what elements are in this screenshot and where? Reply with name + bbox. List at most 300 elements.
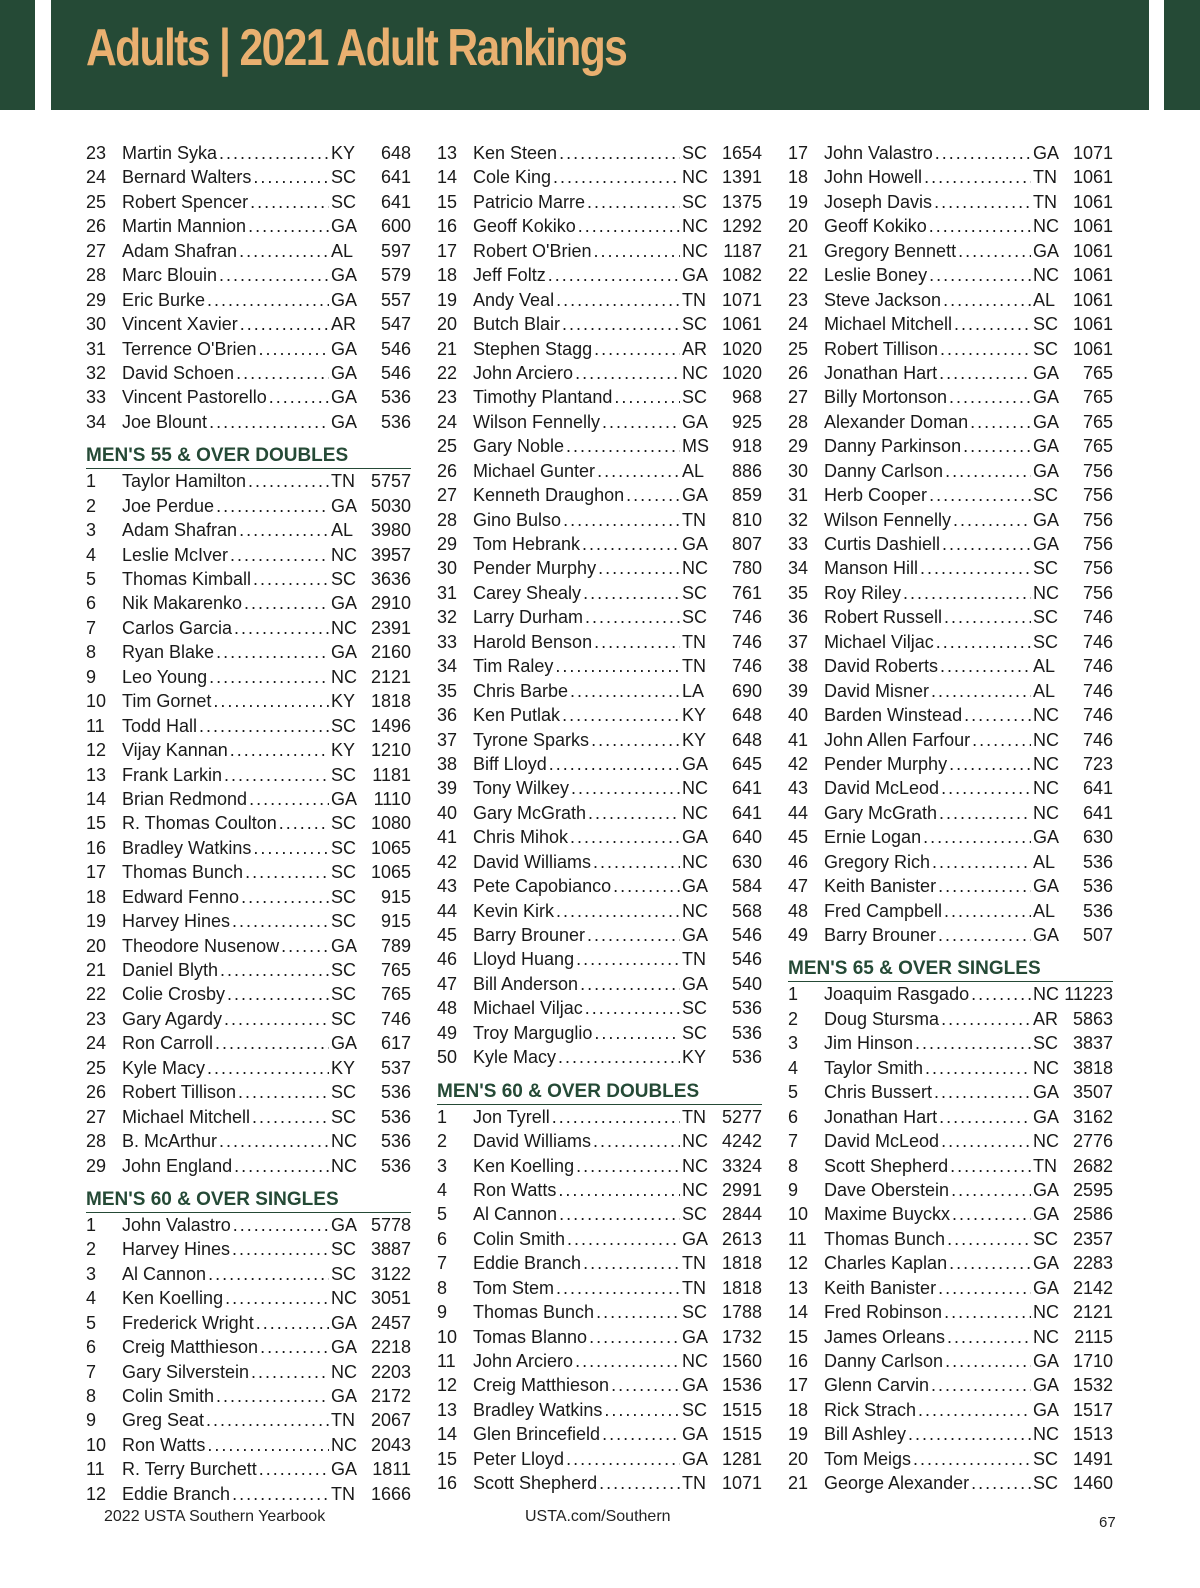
ranking-points: 3162 xyxy=(1072,1106,1113,1127)
rank-number: 4 xyxy=(788,1057,799,1078)
player-name: Tomas Blanno xyxy=(473,1326,588,1347)
ranking-points: 746 xyxy=(1082,631,1113,652)
player-state: SC xyxy=(682,1022,708,1043)
ranking-row xyxy=(437,1422,762,1446)
rank-number: 24 xyxy=(437,411,458,432)
ranking-row xyxy=(437,1471,762,1495)
dot-leader xyxy=(234,1154,329,1178)
dot-leader xyxy=(594,337,680,361)
ranking-points: 756 xyxy=(1082,558,1113,579)
rank-number: 13 xyxy=(437,143,458,163)
ranking-row xyxy=(437,752,762,776)
player-name: Michael Viljac xyxy=(824,631,934,652)
ranking-points: 546 xyxy=(380,362,411,383)
ranking-row xyxy=(86,263,411,287)
dot-leader xyxy=(253,567,329,591)
rank-number: 14 xyxy=(437,1424,458,1445)
ranking-row xyxy=(437,1251,762,1275)
rank-number: 20 xyxy=(86,935,107,956)
player-state: GA xyxy=(1033,534,1060,554)
player-state: GA xyxy=(1033,1399,1060,1420)
ranking-row xyxy=(86,665,411,689)
player-name: Brian Redmond xyxy=(122,788,248,809)
ranking-points: 1061 xyxy=(1072,191,1113,212)
player-state: GA xyxy=(1033,362,1060,383)
player-name: Ken Koelling xyxy=(122,1288,224,1309)
rank-number: 25 xyxy=(437,436,458,457)
dot-leader xyxy=(216,1384,329,1408)
dot-leader xyxy=(940,654,1031,678)
ranking-points: 5030 xyxy=(370,495,411,516)
player-state: LA xyxy=(682,680,705,701)
dot-leader xyxy=(588,801,680,825)
player-state: GA xyxy=(1033,143,1060,163)
ranking-row xyxy=(86,860,411,884)
player-state: NC xyxy=(682,851,708,872)
rank-number: 20 xyxy=(437,314,458,335)
ranking-points: 761 xyxy=(731,582,762,603)
rank-number: 12 xyxy=(86,1483,107,1504)
dot-leader xyxy=(575,361,680,385)
player-name: Martin Syka xyxy=(122,143,218,163)
rank-number: 8 xyxy=(437,1277,448,1298)
player-name: Rick Strach xyxy=(824,1399,917,1420)
player-state: NC xyxy=(1033,753,1059,774)
ranking-points: 2121 xyxy=(1072,1302,1113,1323)
rank-number: 38 xyxy=(788,656,809,677)
rank-number: 28 xyxy=(437,509,458,530)
ranking-row xyxy=(86,361,411,385)
rank-number: 32 xyxy=(788,509,809,530)
ranking-row xyxy=(86,190,411,214)
player-name: Tyrone Sparks xyxy=(473,729,590,750)
ranking-row xyxy=(86,214,411,238)
dot-leader xyxy=(915,1031,1031,1055)
dot-leader xyxy=(207,1433,329,1457)
ranking-points: 780 xyxy=(731,558,762,579)
player-name: Tim Raley xyxy=(473,656,554,677)
dot-leader xyxy=(224,763,329,787)
player-name: Kyle Macy xyxy=(122,1057,206,1078)
rank-number: 7 xyxy=(437,1253,448,1274)
player-state: TN xyxy=(682,1277,706,1298)
rank-number: 31 xyxy=(86,338,107,359)
ranking-points: 2160 xyxy=(370,642,411,663)
ranking-row xyxy=(86,982,411,1006)
player-name: Gary Noble xyxy=(473,436,565,457)
rank-number: 48 xyxy=(437,998,458,1019)
dot-leader xyxy=(940,337,1031,361)
player-state: SC xyxy=(682,387,708,408)
rank-number: 10 xyxy=(788,1204,809,1225)
player-name: Daniel Blyth xyxy=(122,960,219,980)
dot-leader xyxy=(594,630,680,654)
player-name: James Orleans xyxy=(824,1326,946,1347)
ranking-row xyxy=(788,1398,1113,1422)
player-state: TN xyxy=(331,1410,355,1431)
ranking-row xyxy=(788,1105,1113,1129)
ranking-row xyxy=(86,1056,411,1080)
dot-leader xyxy=(593,1129,680,1153)
player-state: SC xyxy=(331,862,357,883)
player-state: NC xyxy=(331,1361,357,1382)
ranking-points: 925 xyxy=(731,411,762,432)
ranking-points: 3818 xyxy=(1072,1057,1113,1078)
dot-leader xyxy=(580,972,680,996)
ranking-points: 2115 xyxy=(1074,1326,1113,1347)
player-name: John Arciero xyxy=(473,1351,574,1371)
player-state: GA xyxy=(682,534,709,554)
player-state: NC xyxy=(682,1155,708,1176)
ranking-points: 1020 xyxy=(721,338,762,359)
ranking-points: 1181 xyxy=(372,764,411,785)
player-state: NC xyxy=(682,778,708,799)
ranking-points: 756 xyxy=(1082,460,1113,481)
ranking-points: 641 xyxy=(1082,778,1113,799)
dot-leader xyxy=(208,1262,329,1286)
ranking-points: 3957 xyxy=(370,544,411,565)
footer-publication: 2022 USTA Southern Yearbook xyxy=(104,1508,326,1525)
rank-number: 35 xyxy=(788,582,809,603)
dot-leader xyxy=(598,556,680,580)
player-state: GA xyxy=(1033,460,1060,481)
player-name: Pete Capobianco xyxy=(473,876,612,897)
rank-number: 41 xyxy=(788,729,809,750)
ranking-row xyxy=(788,825,1113,849)
dot-leader xyxy=(943,288,1031,312)
player-name: Edward Fenno xyxy=(122,886,240,907)
rank-number: 2 xyxy=(788,1008,799,1029)
player-name: Ken Koelling xyxy=(473,1155,575,1176)
player-name: Terrence O'Brien xyxy=(122,338,257,359)
ranking-points: 536 xyxy=(380,411,411,432)
dot-leader xyxy=(929,483,1031,507)
rank-number: 3 xyxy=(86,1263,97,1284)
ranking-points: 1811 xyxy=(372,1459,411,1480)
ranking-row xyxy=(788,1251,1113,1275)
dot-leader xyxy=(250,190,329,214)
ranking-points: 536 xyxy=(380,1082,411,1103)
dot-leader xyxy=(945,1349,1031,1373)
rank-number: 17 xyxy=(437,240,458,261)
ranking-points: 641 xyxy=(380,167,411,188)
rank-number: 11 xyxy=(86,715,105,736)
player-name: Lloyd Huang xyxy=(473,949,575,970)
ranking-points: 1532 xyxy=(1072,1375,1113,1396)
ranking-points: 5277 xyxy=(721,1106,762,1127)
player-name: Scott Shepherd xyxy=(824,1155,949,1176)
player-state: NC xyxy=(1033,216,1059,237)
rank-number: 47 xyxy=(788,876,809,897)
ranking-row xyxy=(788,630,1113,654)
player-name: Colin Smith xyxy=(473,1228,566,1249)
ranking-row xyxy=(437,141,762,165)
rank-number: 30 xyxy=(86,314,107,335)
player-state: TN xyxy=(682,949,706,970)
player-state: SC xyxy=(1033,338,1059,359)
rank-number: 18 xyxy=(437,265,458,286)
player-state: GA xyxy=(1033,1082,1060,1103)
ranking-points: 536 xyxy=(1082,876,1113,897)
player-name: Frank Larkin xyxy=(122,764,223,785)
dot-leader xyxy=(566,1447,680,1471)
player-state: SC xyxy=(682,1204,708,1225)
player-state: NC xyxy=(1033,1131,1059,1152)
rank-number: 45 xyxy=(437,925,458,945)
ranking-row xyxy=(788,850,1113,874)
ranking-row xyxy=(437,801,762,825)
ranking-points: 746 xyxy=(1082,607,1113,628)
page-title: Adults | 2021 Adult Rankings xyxy=(86,19,627,77)
dot-leader xyxy=(576,1154,680,1178)
player-name: Fred Robinson xyxy=(824,1302,943,1323)
rank-number: 30 xyxy=(437,558,458,579)
player-name: Creig Matthieson xyxy=(122,1337,259,1358)
player-state: SC xyxy=(331,1263,357,1284)
player-name: Vijay Kannan xyxy=(122,740,228,761)
ranking-points: 1818 xyxy=(370,691,411,712)
player-name: R. Thomas Coulton xyxy=(122,813,277,834)
ranking-row xyxy=(437,703,762,727)
rank-number: 29 xyxy=(86,1155,107,1176)
ranking-points: 3837 xyxy=(1072,1033,1113,1054)
rank-number: 33 xyxy=(86,387,107,408)
rank-number: 27 xyxy=(788,387,809,408)
rank-number: 15 xyxy=(437,1448,458,1469)
dot-leader xyxy=(215,1031,329,1055)
dot-leader xyxy=(559,141,680,165)
ranking-points: 1654 xyxy=(721,143,762,163)
ranking-points: 546 xyxy=(380,338,411,359)
ranking-row xyxy=(437,923,762,947)
ranking-points: 2142 xyxy=(1072,1277,1113,1298)
ranking-row xyxy=(437,1129,762,1153)
dot-leader xyxy=(604,1398,680,1422)
player-state: GA xyxy=(1033,509,1060,530)
ranking-row xyxy=(437,239,762,263)
rank-number: 40 xyxy=(437,802,458,823)
ranking-row xyxy=(437,1325,762,1349)
rank-number: 31 xyxy=(788,485,809,506)
dot-leader xyxy=(614,385,680,409)
rank-number: 16 xyxy=(86,837,107,858)
ranking-row xyxy=(437,1447,762,1471)
player-name: Jonathan Hart xyxy=(824,362,938,383)
rank-number: 9 xyxy=(788,1179,799,1200)
ranking-points: 11223 xyxy=(1064,984,1113,1005)
player-name: Alexander Doman xyxy=(824,411,969,432)
player-state: GA xyxy=(1033,436,1060,457)
ranking-row xyxy=(788,1300,1113,1324)
ranking-row xyxy=(86,410,411,434)
player-state: GA xyxy=(682,827,709,848)
ranking-points: 1187 xyxy=(723,240,762,261)
dot-leader xyxy=(938,1276,1031,1300)
player-state: NC xyxy=(682,900,708,921)
dot-leader xyxy=(230,543,329,567)
player-name: Bradley Watkins xyxy=(473,1399,603,1420)
player-name: Colin Smith xyxy=(122,1386,215,1406)
rank-number: 33 xyxy=(437,631,458,652)
ranking-points: 2457 xyxy=(370,1312,411,1333)
dot-leader xyxy=(199,714,329,738)
dot-leader xyxy=(913,1447,1031,1471)
ranking-row xyxy=(437,874,762,898)
rank-number: 3 xyxy=(437,1155,448,1176)
player-name: Kyle Macy xyxy=(473,1047,557,1068)
player-state: NC xyxy=(331,1131,357,1152)
dot-leader xyxy=(945,459,1031,483)
ranking-row xyxy=(437,996,762,1020)
player-name: Robert Tillison xyxy=(122,1082,237,1103)
rank-number: 5 xyxy=(86,1312,97,1333)
player-state: NC xyxy=(682,1179,708,1200)
dot-leader xyxy=(971,982,1031,1006)
ranking-points: 1788 xyxy=(721,1302,762,1323)
rank-number: 19 xyxy=(788,1424,809,1445)
player-name: Taylor Hamilton xyxy=(122,471,247,492)
dot-leader xyxy=(232,1237,329,1261)
dot-leader xyxy=(206,1408,329,1432)
dot-leader xyxy=(626,483,680,507)
dot-leader xyxy=(947,1325,1031,1349)
player-name: Geoff Kokiko xyxy=(824,216,927,237)
dot-leader xyxy=(552,1105,680,1129)
dot-leader xyxy=(575,1349,680,1373)
player-name: B. McArthur xyxy=(122,1131,218,1152)
player-state: GA xyxy=(1033,240,1060,261)
dot-leader xyxy=(963,434,1031,458)
ranking-row xyxy=(86,165,411,189)
rank-number: 7 xyxy=(86,1361,97,1382)
player-name: Carlos Garcia xyxy=(122,617,233,638)
player-name: Peter Lloyd xyxy=(473,1448,565,1469)
ranking-row xyxy=(788,605,1113,629)
ranking-points: 1513 xyxy=(1072,1424,1113,1445)
player-name: Fred Campbell xyxy=(824,900,943,921)
rank-number: 7 xyxy=(86,617,97,638)
player-state: KY xyxy=(682,1047,707,1068)
rank-number: 22 xyxy=(788,265,809,286)
rank-number: 32 xyxy=(437,607,458,628)
rank-number: 36 xyxy=(437,705,458,726)
ranking-points: 756 xyxy=(1082,485,1113,506)
ranking-points: 1515 xyxy=(721,1424,762,1445)
ranking-points: 1496 xyxy=(370,715,411,736)
player-name: Robert Spencer xyxy=(122,191,249,212)
dot-leader xyxy=(949,385,1031,409)
player-name: Martin Mannion xyxy=(122,216,247,237)
player-name: Thomas Bunch xyxy=(824,1228,946,1249)
rank-number: 2 xyxy=(437,1131,448,1152)
player-state: GA xyxy=(331,1214,358,1235)
player-state: GA xyxy=(1033,387,1060,408)
player-name: Todd Hall xyxy=(122,715,198,736)
player-state: SC xyxy=(331,960,357,980)
dot-leader xyxy=(269,385,329,409)
player-name: Danny Parkinson xyxy=(824,436,962,457)
player-name: Keith Banister xyxy=(824,1277,937,1298)
dot-leader xyxy=(259,337,330,361)
dot-leader xyxy=(216,494,329,518)
player-name: Tom Meigs xyxy=(824,1448,912,1469)
ranking-points: 2391 xyxy=(370,617,411,638)
ranking-row xyxy=(788,1031,1113,1055)
ranking-row xyxy=(788,1154,1113,1178)
rank-number: 28 xyxy=(788,411,809,432)
ranking-points: 648 xyxy=(731,705,762,726)
dot-leader xyxy=(241,885,329,909)
ranking-points: 1818 xyxy=(721,1277,762,1298)
rank-number: 6 xyxy=(86,593,97,614)
dot-leader xyxy=(950,1154,1031,1178)
ranking-points: 765 xyxy=(380,960,411,980)
ranking-row xyxy=(437,1349,762,1373)
ranking-row xyxy=(788,1129,1113,1153)
ranking-points: 547 xyxy=(380,314,411,335)
ranking-row xyxy=(86,337,411,361)
player-state: SC xyxy=(682,143,708,163)
rank-number: 9 xyxy=(86,1410,97,1431)
player-state: GA xyxy=(1033,1351,1060,1371)
player-state: TN xyxy=(682,509,706,530)
player-name: David Williams xyxy=(473,851,592,872)
dot-leader xyxy=(209,665,329,689)
dot-leader xyxy=(578,214,680,238)
player-state: NC xyxy=(1033,265,1059,286)
ranking-row xyxy=(437,410,762,434)
ranking-row xyxy=(437,459,762,483)
player-state: AR xyxy=(331,314,357,335)
rank-number: 3 xyxy=(86,520,97,541)
player-state: GA xyxy=(331,1312,358,1333)
ranking-row xyxy=(437,214,762,238)
player-state: SC xyxy=(331,569,357,589)
dot-leader xyxy=(934,1080,1031,1104)
ranking-row xyxy=(437,1105,762,1129)
rank-number: 27 xyxy=(86,240,107,261)
ranking-points: 1061 xyxy=(721,314,762,335)
rank-number: 46 xyxy=(437,949,458,970)
ranking-row xyxy=(86,1482,411,1506)
ranking-row xyxy=(86,1311,411,1335)
ranking-points: 641 xyxy=(1082,802,1113,823)
ranking-points: 630 xyxy=(1082,827,1113,848)
player-name: Glen Brincefield xyxy=(473,1424,601,1445)
player-state: NC xyxy=(331,544,357,565)
dot-leader xyxy=(251,1360,329,1384)
dot-leader xyxy=(240,312,329,336)
player-state: GA xyxy=(331,1459,358,1480)
ranking-row xyxy=(86,811,411,835)
ranking-points: 2218 xyxy=(370,1337,411,1358)
ranking-points: 536 xyxy=(731,1022,762,1043)
player-state: GA xyxy=(331,642,358,663)
ranking-points: 2613 xyxy=(721,1228,762,1249)
ranking-points: 4242 xyxy=(721,1131,762,1152)
player-state: SC xyxy=(331,1008,357,1029)
ranking-points: 568 xyxy=(731,900,762,921)
dot-leader xyxy=(585,996,680,1020)
rank-number: 21 xyxy=(788,1473,809,1494)
ranking-row xyxy=(788,385,1113,409)
rank-number: 2 xyxy=(86,1239,97,1260)
dot-leader xyxy=(562,703,680,727)
ranking-row xyxy=(437,190,762,214)
ranking-row xyxy=(788,508,1113,532)
player-name: Harvey Hines xyxy=(122,911,231,932)
ranking-row xyxy=(788,165,1113,189)
